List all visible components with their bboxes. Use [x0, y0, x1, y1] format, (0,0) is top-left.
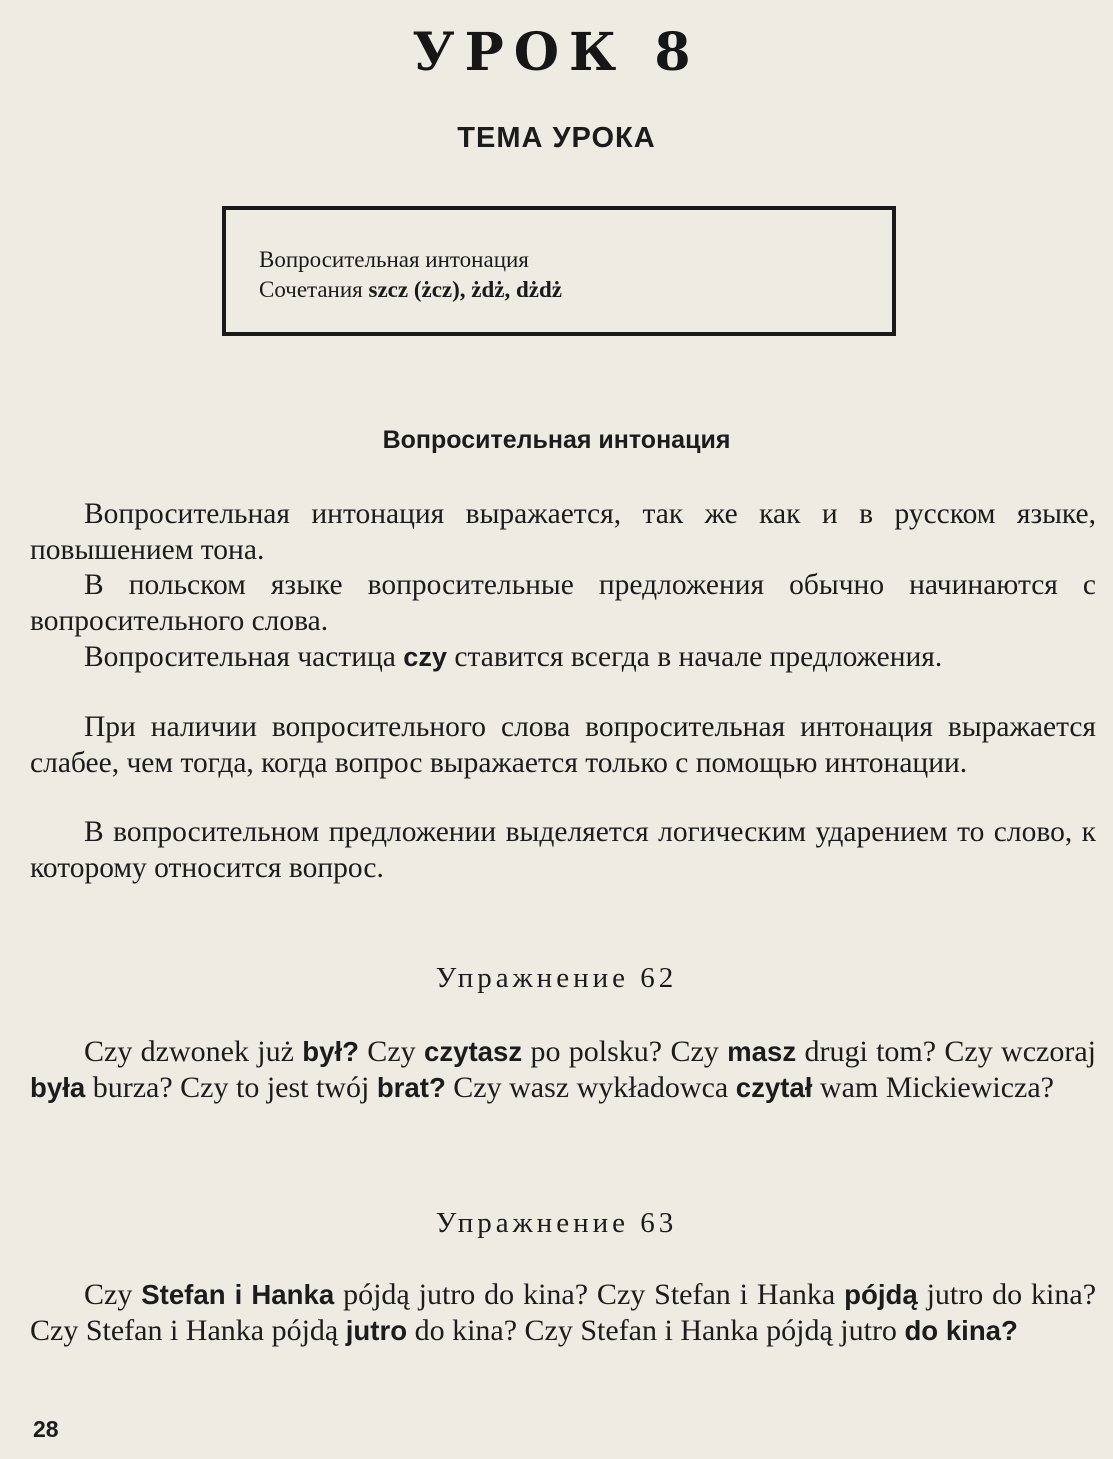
topic-line-intonation: Вопросительная интонация — [259, 247, 529, 272]
ex63-stress-2: pójdą — [844, 1279, 918, 1310]
lesson-topic-heading: ТЕМА УРОКА — [457, 122, 656, 154]
paragraph-3-end: ставится всегда в начале предложения. — [447, 641, 943, 673]
ex63-text-1: Czy — [84, 1278, 142, 1311]
ex63-text-3: jutro do kina? Czy Stefan i Hanka pójdą — [30, 1278, 1097, 1347]
ex63-stress-1: Stefan i Hanka — [141, 1279, 335, 1310]
exercise-62-title: Упражнение 62 — [435, 962, 678, 994]
ex62-stress-3: masz — [727, 1036, 797, 1067]
ex62-text-2: Czy — [358, 1035, 424, 1068]
ex63-stress-3: jutro — [345, 1315, 408, 1346]
ex63-text-4: do kina? Czy Stefan i Hanka pójdą jutro — [407, 1314, 905, 1347]
paragraph-2: В польском языке вопросительные предложения обычно начинаются с вопросительного слова. — [30, 569, 1096, 637]
ex62-text-5: burza? Czy to jest twój — [85, 1071, 377, 1104]
paragraph-5: В вопросительном предложении выделяется логическим ударением то слово, к которому относится вопрос. — [30, 816, 1096, 884]
page-number: 28 — [33, 1416, 59, 1442]
ex62-text-6: Czy wasz wykładowca — [445, 1071, 736, 1104]
exercise-63-title: Упражнение 63 — [435, 1207, 678, 1239]
section-heading: Вопросительная интонация — [382, 426, 731, 454]
ex62-text-4: drugi tom? Czy wczoraj — [796, 1035, 1096, 1068]
exercise-62-text — [30, 1034, 1096, 1106]
ex62-text-1: Czy dzwonek już — [84, 1035, 303, 1068]
lesson-title: УРОК 8 — [412, 22, 701, 83]
ex62-stress-6: czytał — [735, 1072, 813, 1103]
topic-line-combinations — [259, 277, 562, 303]
ex62-stress-2: czytasz — [423, 1036, 523, 1067]
topic-line-letters: szcz (żcz), żdż, dżdż — [368, 277, 562, 302]
paragraph-1: Вопросительная интонация выражается, так же как и в русском языке, повышением тона. — [30, 498, 1096, 566]
exercise-63-text — [30, 1277, 1096, 1349]
paragraph-3 — [30, 639, 1096, 676]
ex62-stress-4: była — [30, 1072, 86, 1103]
particle-czy: czy — [403, 641, 448, 672]
ex62-text-3: po polsku? Czy — [522, 1035, 728, 1068]
paragraph-3-start: Вопросительная частица — [84, 641, 404, 673]
topic-line-prefix: Сочетания — [259, 277, 369, 302]
ex62-stress-1: był? — [302, 1036, 359, 1067]
ex63-text-2: pójdą jutro do kina? Czy Stefan i Hanka — [334, 1278, 845, 1311]
ex62-text-7: wam Mickiewicza? — [812, 1071, 1054, 1104]
ex63-stress-4: do kina? — [904, 1315, 1018, 1346]
topic-box — [222, 206, 896, 336]
ex62-stress-5: brat? — [376, 1072, 446, 1103]
paragraph-4: При наличии вопросительного слова вопросительная интонация выражается слабее, чем тогда, когда вопрос выражается только с помощью интонации. — [30, 711, 1096, 779]
